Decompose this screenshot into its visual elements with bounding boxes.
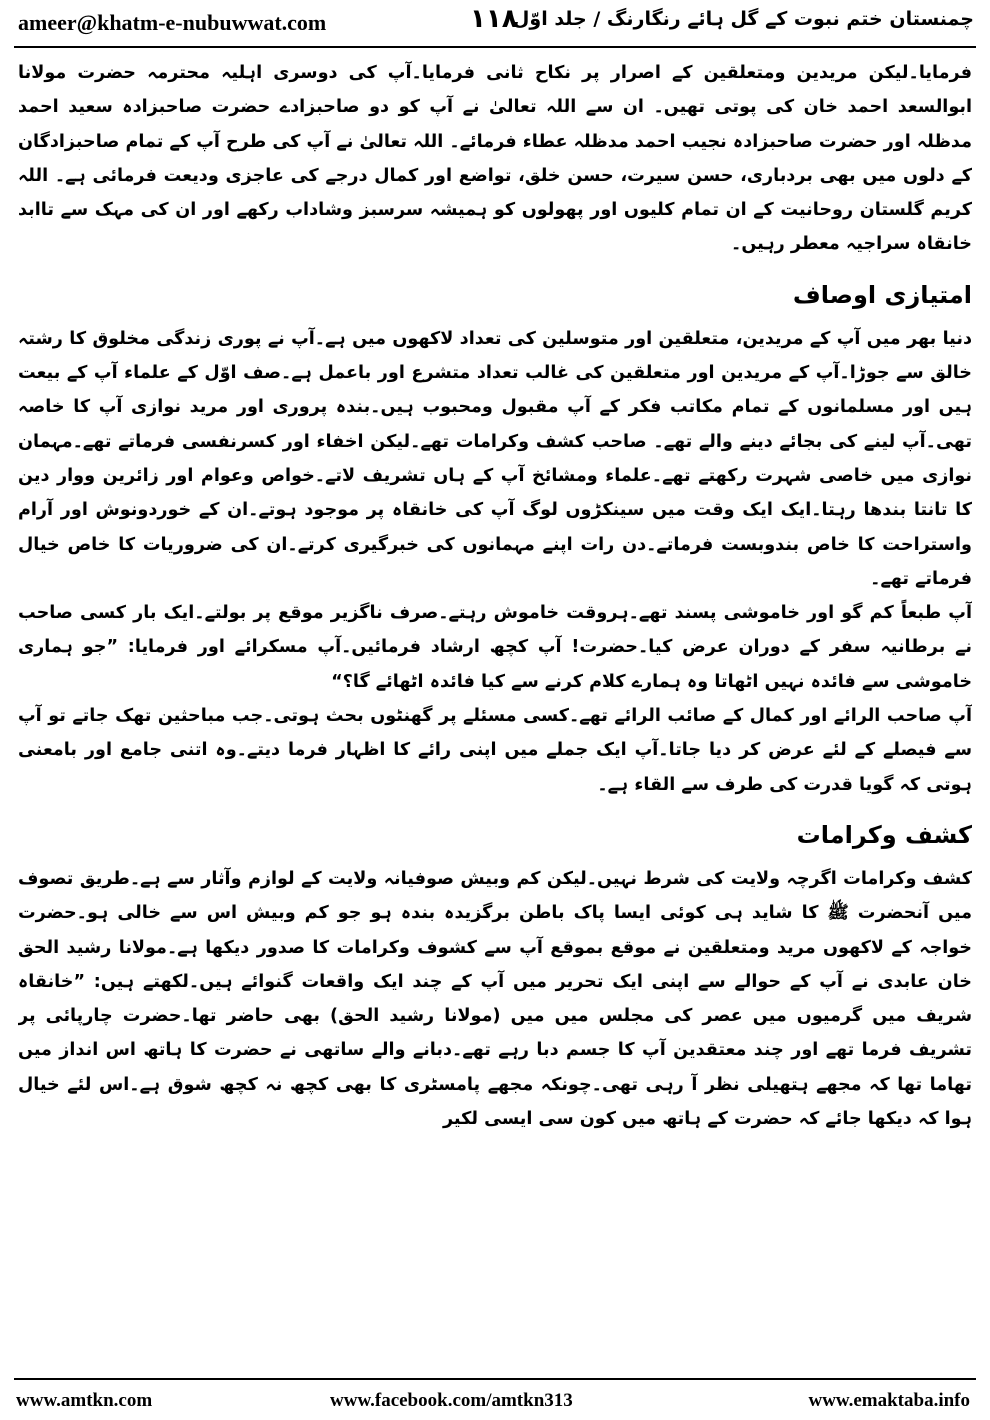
page-number: ١١٨ [470,4,518,34]
paragraph-qualities-3: آپ صاحب الرائے اور کمال کے صائب الرائے تھے۔کسی مسئلے پر گھنٹوں بحث ہوتی۔جب مباحثین تھک جاتے تو آپ سے فیصلے کے لئے عرض کر دیا جاتا۔آپ ایک جملے میں اپنی رائے کا اظہار فرما دیتے۔وہ اتنی جامع اور بامعنی ہوتی کہ گویا قدرت کی طرف سے القاء ہے۔ [18,706,972,795]
footer-rule [14,1378,976,1380]
book-title: چمنستان ختم نبوت کے گل ہائے رنگارنگ / جلد اوّل [512,8,974,30]
page-body [18,56,972,1372]
page-footer [0,1384,990,1420]
footer-link-facebook: www.facebook.com/amtkn313 [330,1390,573,1411]
paragraph-intro: فرمایا۔لیکن مریدین ومتعلقین کے اصرار پر نکاح ثانی فرمایا۔آپ کی دوسری اہلیہ محترمہ حضرت مولانا ابوالسعد احمد خان کی پوتی تھیں۔ ان سے اللہ تعالیٰ نے آپ کو دو صاحبزادے حضرت صاحبزادہ سعید احمد مدظلہ اور حضرت صاحبزادہ نجیب احمد مدظلہ عطاء فرمائے۔ اللہ تعالیٰ نے آپ کی طرح آپ کے تمام صاحبزادگان کے دلوں میں بھی بردباری، حسن سیرت، حسن خلق، تواضع اور کمال درجے کی عاجزی ودیعت فرمائی ہے۔ اللہ کریم گلستان روحانیت کے ان تمام کلیوں اور پھولوں کو ہمیشہ سرسبز وشاداب رکھے اور ان کی مہک سے تاابد خانقاہ سراجیہ معطر رہیں۔ [18,63,972,255]
paragraph-qualities-2: آپ طبعاً کم گو اور خاموشی پسند تھے۔ہروقت خاموش رہتے۔صرف ناگزیر موقع پر بولتے۔ایک بار کسی صاحب نے برطانیہ سفر کے دوران عرض کیا۔حضرت! آپ کچھ ارشاد فرمائیں۔آپ مسکرائے اور فرمایا: ”جو ہماری خاموشی سے فائدہ نہیں اٹھاتا وہ ہمارے کلام کرنے سے کیا فائدہ اٹھائے گا؟“ [18,603,972,692]
page-header [0,0,990,46]
footer-link-amtkn: www.amtkn.com [16,1390,153,1411]
paragraph-karamat-1: کشف وکرامات اگرچہ ولایت کی شرط نہیں۔لیکن کم وبیش صوفیانہ ولایت کے لوازم وآثار سے ہے۔طریق تصوف میں آنحضرت ﷺ کا شاید ہی کوئی ایسا پاک باطن برگزیدہ بندہ ہو جو کم وبیش اس سے خالی ہو۔حضرت خواجہ کے لاکھوں مرید ومتعلقین نے موقع بموقع آپ سے کشوف وکرامات کا صدور دیکھا ہے۔مولانا رشید الحق خان عابدی نے آپ کے حوالے سے اپنی ایک تحریر میں آپ کے چند ایک واقعات گنوائے ہیں۔لکھتے ہیں: ”خانقاہ شریف میں گرمیوں میں عصر کی مجلس میں میں (مولانا رشید الحق) بھی حاضر تھا۔حضرت چارپائی پر تشریف فرما تھے اور چند معتقدین آپ کا جسم دبا رہے تھے۔دبانے والے ساتھی نے حضرت کا ہاتھ اس انداز میں تھاما تھا کہ مجھے ہتھیلی نظر آ رہی تھی۔چونکہ مجھے پامسٹری کا بھی کچھ نہ کچھ شوق ہے۔اس لئے خیال ہوا کہ دیکھا جائے کہ حضرت کے ہاتھ میں کون سی ایسی لکیر [18,868,972,1130]
section-heading-karamat: کشف وکرامات [796,820,972,849]
paragraph-qualities-1: دنیا بھر میں آپ کے مریدین، متعلقین اور متوسلین کی تعداد لاکھوں میں ہے۔آپ نے پوری زندگی مخلوق کا رشتہ خالق سے جوڑا۔آپ کے مریدین اور متعلقین کی غالب تعداد متشرع اور باعمل ہے۔صف اوّل کے علماء آپ کے بیعت ہیں اور مسلمانوں کے تمام مکاتب فکر کے آپ مقبول ومحبوب ہیں۔بندہ پروری اور مرید نوازی آپ کا خاصہ تھی۔آپ لینے کی بجائے دینے والے تھے۔ صاحب کشف وکرامات تھے۔لیکن اخفاء اور کسرنفسی فرماتے تھے۔مہمان نوازی میں خاصی شہرت رکھتے تھے۔علماء ومشائخ آپ کے ہاں تشریف لاتے۔خواص وعوام اور زائرین ووار دین کا تانتا بندھا رہتا۔ایک ایک وقت میں سینکڑوں لوگ آپ کی خانقاہ پر موجود ہوتے۔ان کے خوردونوش اور آرام واستراحت کا خاص بندوبست فرماتے۔دن رات اپنے مہمانوں کی خبرگیری کرتے۔ان کی ضروریات کا خاص خیال فرماتے تھے۔ [18,328,972,589]
header-email: ameer@khatm-e-nubuwwat.com [18,10,327,35]
section-heading-qualities: امتیازی اوصاف [792,280,972,309]
header-rule [14,46,976,48]
footer-link-emaktaba: www.emaktaba.info [808,1390,970,1411]
